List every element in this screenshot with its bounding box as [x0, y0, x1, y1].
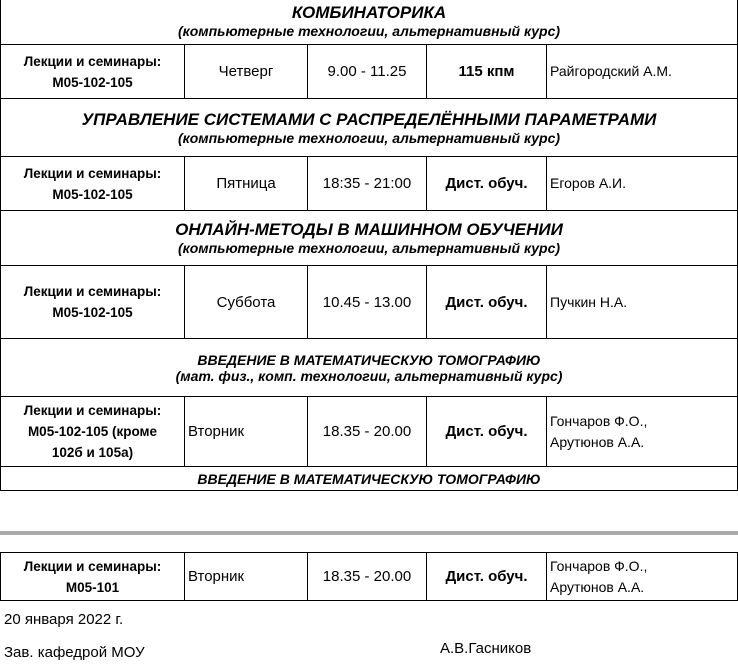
teacher-name: Пучкин Н.А. [550, 293, 628, 310]
group-label: Лекции и семинары: [23, 165, 162, 181]
day-cell: Четверг [185, 45, 308, 99]
course-header-row [1, 99, 738, 157]
time-cell: 9.00 - 11.25 [308, 45, 427, 99]
day-cell: Суббота [185, 266, 308, 339]
course-title: КОМБИНАТОРИКА [291, 3, 447, 22]
course-title: ОНЛАЙН-МЕТОДЫ В МАШИННОМ ОБУЧЕНИИ [175, 220, 563, 239]
group-code: М05-102-105 (кроме [27, 424, 158, 439]
teacher-cell [547, 266, 738, 339]
course-subtitle: (компьютерные технологии, альтернативный курс) [177, 23, 561, 39]
teacher-name: Арутюнов А.А. [550, 433, 645, 450]
day-cell: Пятница [185, 157, 308, 211]
course-subtitle: (компьютерные технологии, альтернативный курс) [177, 129, 561, 146]
room-cell: Дист. обуч. [427, 266, 547, 339]
teacher-name: Райгородский А.М. [550, 63, 672, 79]
time-cell: 18.35 - 20.00 [308, 553, 427, 601]
room-cell: Дист. обуч. [427, 553, 547, 601]
course-header [1, 211, 738, 266]
group-cell [1, 157, 185, 211]
teacher-cell [547, 397, 738, 467]
teacher-name: Арутюнов А.А. [550, 578, 645, 595]
group-label: Лекции и семинары: [23, 284, 162, 299]
group-cell [1, 553, 185, 601]
head-of-department: Зав. кафедрой МОУ [4, 644, 145, 661]
day-cell: Вторник [185, 397, 308, 467]
course-title: ВВЕДЕНИЕ В МАТЕМАТИЧЕСКУЮ ТОМОГРАФИЮ [197, 351, 541, 368]
time-cell: 10.45 - 13.00 [308, 266, 427, 339]
group-code: М05-102-105 [52, 74, 133, 90]
group-cell [1, 45, 185, 99]
teacher-name: Гончаров Ф.О., [550, 557, 648, 574]
section-divider [0, 531, 738, 535]
teacher-cell [547, 553, 738, 601]
teacher-name: Егоров А.И. [550, 175, 627, 191]
table-row [1, 397, 738, 467]
course-header [1, 99, 738, 157]
course-header-row [1, 339, 738, 397]
room-cell: Дист. обуч. [427, 397, 547, 467]
group-label: Лекции и семинары: [23, 403, 162, 418]
room-cell: Дист. обуч. [427, 157, 547, 211]
course-header-row [1, 0, 738, 45]
schedule-table-continued [0, 552, 738, 601]
course-header-row [1, 467, 738, 491]
time-cell: 18:35 - 21:00 [308, 157, 427, 211]
document-date: 20 января 2022 г. [4, 611, 124, 628]
course-header [1, 0, 738, 45]
table-row [1, 45, 738, 99]
group-code: М05-102-105 [52, 186, 133, 202]
room-cell: 115 кпм [427, 45, 547, 99]
teacher-cell [547, 157, 738, 211]
course-header [1, 467, 738, 491]
table-row [1, 553, 738, 601]
table-row [1, 266, 738, 339]
group-code: М05-102-105 [52, 305, 133, 320]
group-code: М05-101 [65, 579, 120, 595]
course-title: УПРАВЛЕНИЕ СИСТЕМАМИ С РАСПРЕДЕЛЁННЫМИ ПАРАМЕТРАМИ [81, 109, 657, 129]
signature-name: А.В.Гасников [440, 640, 532, 657]
course-header-row [1, 211, 738, 266]
group-cell [1, 266, 185, 339]
teacher-cell [547, 45, 738, 99]
table-row [1, 157, 738, 211]
course-subtitle: (мат. физ., комп. технологии, альтернативный курс) [175, 367, 563, 384]
teacher-name: Гончаров Ф.О., [550, 412, 648, 429]
course-title: ВВЕДЕНИЕ В МАТЕМАТИЧЕСКУЮ ТОМОГРАФИЮ [197, 470, 541, 487]
group-note: 102б и 105а) [51, 445, 134, 460]
course-header [1, 339, 738, 397]
time-cell: 18.35 - 20.00 [308, 397, 427, 467]
day-cell: Вторник [185, 553, 308, 601]
course-subtitle: (компьютерные технологии, альтернативный курс) [177, 240, 561, 256]
group-cell [1, 397, 185, 467]
group-label: Лекции и семинары: [23, 53, 162, 69]
group-label: Лекции и семинары: [23, 558, 162, 574]
